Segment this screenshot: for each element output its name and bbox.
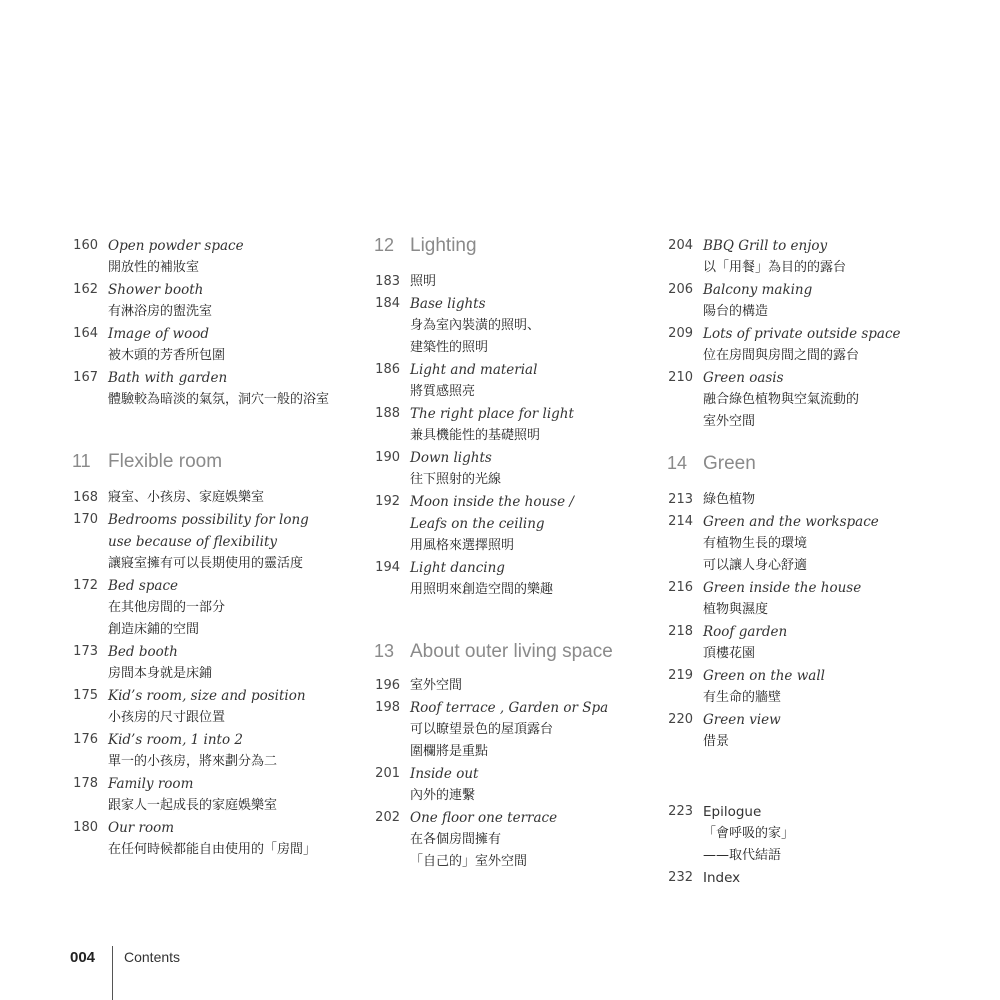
- toc-entry-title-zh: 房間本身就是床鋪: [108, 666, 213, 681]
- toc-page-number: 201: [375, 766, 400, 781]
- toc-entry-text: [693, 235, 985, 279]
- toc-entry-text: [98, 487, 360, 509]
- toc-entry-title-zh: 室外空間: [410, 678, 463, 693]
- toc-entry: [362, 697, 662, 763]
- toc-entry-title-zh: 用照明來創造空間的樂趣: [410, 582, 554, 597]
- toc-entry-title-en: Light dancing: [410, 560, 505, 576]
- toc-page-number: 213: [668, 492, 693, 507]
- toc-entry-title-en: Open powder space: [108, 238, 244, 254]
- chapter-title: Green: [703, 453, 756, 474]
- toc-entry-title-zh: 讓寢室擁有可以長期使用的靈活度: [108, 556, 304, 571]
- toc-entry-title-en: Bath with garden: [108, 370, 228, 386]
- toc-page-number: 214: [668, 514, 693, 529]
- toc-entry-title-zh: 室外空間: [703, 414, 756, 429]
- toc-entry-title-zh: 內外的連繫: [410, 788, 476, 803]
- toc-entry-title-en: The right place for light: [410, 406, 574, 422]
- toc-entry-title-en: Green oasis: [703, 370, 784, 386]
- toc-page-number: 164: [73, 326, 98, 341]
- toc-entry-text: [693, 323, 985, 367]
- toc-entry-text: [693, 867, 985, 889]
- chapter-title: Flexible room: [108, 451, 223, 472]
- toc-page-number: 170: [73, 512, 98, 527]
- toc-page-number: 204: [668, 238, 693, 253]
- chapter-heading: [362, 641, 662, 663]
- chapter-number: 12: [374, 235, 395, 255]
- toc-entry: [60, 817, 360, 861]
- toc-page-number: 167: [73, 370, 98, 385]
- toc-entry-title-zh: 陽台的構造: [703, 304, 769, 319]
- toc-entry: [362, 403, 662, 447]
- toc-page-number: 216: [668, 580, 693, 595]
- toc-entry-title-zh: 在其他房間的一部分: [108, 600, 226, 615]
- toc-entry: [60, 279, 360, 323]
- toc-entry-title-zh: 用風格來選擇照明: [410, 538, 515, 553]
- toc-entry-title-zh: 綠色植物: [703, 492, 756, 507]
- contents-column-2: [362, 235, 662, 873]
- toc-entry-title-zh: 可以瞭望景色的屋頂露台: [410, 722, 554, 737]
- toc-entry-title-en: Green and the workspace: [703, 514, 879, 530]
- toc-entry-title-en: Roof terrace , Garden or Spa: [410, 700, 609, 716]
- toc-page-number: 183: [375, 274, 400, 289]
- toc-entry-title-zh: 將質感照亮: [410, 384, 476, 399]
- toc-entry-title-en: Light and material: [410, 362, 538, 378]
- toc-entry-text: [98, 323, 360, 367]
- toc-entry-text: [98, 575, 360, 641]
- toc-page-number: 192: [375, 494, 400, 509]
- toc-entry: [362, 359, 662, 403]
- toc-entry: [60, 729, 360, 773]
- toc-entry-title-en: Inside out: [410, 766, 479, 782]
- toc-entry: [655, 235, 985, 279]
- toc-entry-title-zh: 被木頭的芳香所包圍: [108, 348, 226, 363]
- toc-entry-title-zh: 體驗較為暗淡的氣氛，洞穴一般的浴室: [108, 392, 330, 407]
- toc-page-number: 198: [375, 700, 400, 715]
- toc-entry: [60, 487, 360, 509]
- toc-entry-title-en: Epilogue: [703, 804, 762, 820]
- toc-entry: [655, 801, 985, 867]
- toc-entry-title-en-cont: Leafs on the ceiling: [410, 516, 545, 532]
- toc-entry-title-en: Index: [703, 870, 741, 886]
- toc-entry-text: [98, 279, 360, 323]
- chapter-number: 14: [667, 453, 688, 473]
- toc-entry: [362, 557, 662, 601]
- footer-divider: [112, 946, 113, 1000]
- contents-column-3: [655, 235, 985, 889]
- toc-entry-title-zh: 「自己的」室外空間: [410, 854, 528, 869]
- toc-page-number: 190: [375, 450, 400, 465]
- toc-entry: [655, 709, 985, 753]
- toc-page-number: 184: [375, 296, 400, 311]
- toc-entry-text: [98, 509, 360, 575]
- toc-entry: [362, 763, 662, 807]
- toc-entry-title-zh: 建築性的照明: [410, 340, 489, 355]
- toc-entry: [362, 447, 662, 491]
- toc-entry-text: [400, 359, 662, 403]
- toc-entry: [362, 271, 662, 293]
- toc-entry-title-en: Image of wood: [108, 326, 209, 342]
- toc-page-number: 162: [73, 282, 98, 297]
- toc-entry-title-en: Bed booth: [108, 644, 178, 660]
- toc-entry-text: [98, 773, 360, 817]
- toc-entry-title-zh: 兼具機能性的基礎照明: [410, 428, 541, 443]
- chapter-heading: [362, 235, 662, 257]
- toc-entry-text: [98, 235, 360, 279]
- toc-entry: [655, 577, 985, 621]
- toc-entry-text: [400, 491, 662, 557]
- toc-entry: [60, 773, 360, 817]
- toc-entry: [655, 867, 985, 889]
- toc-entry-title-en: Kid’s room, size and position: [108, 688, 306, 704]
- toc-page-number: 209: [668, 326, 693, 341]
- toc-entry-title-en: Kid’s room, 1 into 2: [108, 732, 243, 748]
- toc-page-number: 223: [668, 804, 693, 819]
- toc-page-number: 210: [668, 370, 693, 385]
- toc-entry: [655, 489, 985, 511]
- toc-entry: [60, 367, 360, 411]
- toc-entry-text: [400, 557, 662, 601]
- toc-entry-title-zh: 照明: [410, 274, 437, 289]
- toc-entry: [362, 491, 662, 557]
- toc-entry: [655, 279, 985, 323]
- toc-entry-title-zh: 可以讓人身心舒適: [703, 558, 808, 573]
- toc-entry-text: [693, 665, 985, 709]
- toc-entry-text: [98, 685, 360, 729]
- toc-entry-text: [400, 447, 662, 491]
- toc-page-number: 196: [375, 678, 400, 693]
- toc-entry-text: [693, 709, 985, 753]
- toc-entry-text: [693, 279, 985, 323]
- toc-entry-title-zh: 有生命的牆壁: [703, 690, 782, 705]
- toc-entry-title-zh: 在任何時候都能自由使用的「房間」: [108, 842, 317, 857]
- toc-entry: [60, 641, 360, 685]
- toc-entry-title-en: Lots of private outside space: [703, 326, 901, 342]
- toc-entry-title-en: One floor one terrace: [410, 810, 558, 826]
- toc-entry: [60, 685, 360, 729]
- toc-entry-title-en: Our room: [108, 820, 175, 836]
- toc-entry-title-en: BBQ Grill to enjoy: [703, 238, 828, 254]
- toc-entry: [362, 293, 662, 359]
- toc-entry-title-en: Family room: [108, 776, 194, 792]
- toc-entry-text: [98, 817, 360, 861]
- toc-page-number: 172: [73, 578, 98, 593]
- toc-entry: [60, 509, 360, 575]
- toc-entry-title-zh: 小孩房的尺寸跟位置: [108, 710, 226, 725]
- page-number: 004: [70, 949, 96, 966]
- toc-entry: [655, 621, 985, 665]
- toc-entry-text: [400, 675, 662, 697]
- toc-entry: [655, 367, 985, 433]
- toc-entry-title-en: Bed space: [108, 578, 179, 594]
- toc-entry-text: [400, 403, 662, 447]
- toc-entry-title-en-cont: use because of flexibility: [108, 534, 278, 550]
- toc-entry-title-zh: 創造床鋪的空間: [108, 622, 200, 637]
- toc-entry: [362, 675, 662, 697]
- toc-entry-text: [98, 641, 360, 685]
- toc-page-number: 160: [73, 238, 98, 253]
- toc-entry-text: [400, 697, 662, 763]
- toc-entry-title-zh: 寢室、小孩房、家庭娛樂室: [108, 490, 265, 505]
- toc-entry: [655, 511, 985, 577]
- toc-entry-title-zh: 頂樓花園: [703, 646, 756, 661]
- toc-page-number: 220: [668, 712, 693, 727]
- chapter-title: Lighting: [410, 235, 477, 256]
- toc-entry-text: [98, 729, 360, 773]
- toc-page-number: 232: [668, 870, 693, 885]
- toc-entry-text: [693, 489, 985, 511]
- toc-entry-title-zh: 單一的小孩房，將來劃分為二: [108, 754, 278, 769]
- toc-entry-title-en: Roof garden: [703, 624, 788, 640]
- toc-page-number: 180: [73, 820, 98, 835]
- toc-entry-text: [693, 801, 985, 867]
- toc-entry-title-zh: 融合綠色植物與空氣流動的: [703, 392, 860, 407]
- toc-entry-title-zh: 身為室內裝潢的照明、: [410, 318, 541, 333]
- toc-page-number: 206: [668, 282, 693, 297]
- chapter-heading: [655, 453, 985, 475]
- toc-entry-title-en: Base lights: [410, 296, 486, 312]
- toc-page-number: 176: [73, 732, 98, 747]
- toc-entry-title-zh: 「會呼吸的家」: [703, 826, 795, 841]
- toc-entry-title-zh: 有植物生長的環境: [703, 536, 808, 551]
- chapter-number: 11: [72, 451, 91, 471]
- toc-entry-text: [693, 367, 985, 433]
- toc-entry-title-en: Green view: [703, 712, 781, 728]
- toc-entry-title-zh: 植物與濕度: [703, 602, 769, 617]
- toc-entry: [362, 807, 662, 873]
- toc-page-number: 168: [73, 490, 98, 505]
- toc-entry-text: [400, 807, 662, 873]
- toc-entry-title-en: Bedrooms possibility for long: [108, 512, 309, 528]
- toc-entry-title-en: Moon inside the house /: [410, 494, 574, 510]
- toc-page-number: 202: [375, 810, 400, 825]
- chapter-heading: [60, 451, 360, 473]
- toc-page-number: 219: [668, 668, 693, 683]
- toc-entry-text: [98, 367, 360, 411]
- toc-entry: [60, 323, 360, 367]
- toc-entry: [60, 235, 360, 279]
- toc-page-number: 186: [375, 362, 400, 377]
- toc-entry: [655, 323, 985, 367]
- toc-entry-title-zh: 開放性的補妝室: [108, 260, 200, 275]
- toc-entry-title-zh: 以「用餐」為目的的露台: [703, 260, 847, 275]
- toc-entry-title-zh: ——取代結語: [703, 848, 782, 863]
- toc-entry-title-zh: 往下照射的光線: [410, 472, 502, 487]
- toc-entry-text: [400, 271, 662, 293]
- toc-entry-title-en: Shower booth: [108, 282, 204, 298]
- toc-entry-title-zh: 跟家人一起成長的家庭娛樂室: [108, 798, 278, 813]
- footer-label: Contents: [124, 949, 181, 965]
- toc-entry-title-en: Down lights: [410, 450, 492, 466]
- toc-entry-text: [693, 511, 985, 577]
- toc-entry-title-zh: 圍欄將是重點: [410, 744, 489, 759]
- chapter-number: 13: [374, 641, 395, 661]
- toc-entry-title-en: Green on the wall: [703, 668, 825, 684]
- contents-column-1: [60, 235, 360, 861]
- toc-entry-text: [400, 293, 662, 359]
- toc-page-number: 188: [375, 406, 400, 421]
- toc-page-number: 175: [73, 688, 98, 703]
- toc-entry-text: [400, 763, 662, 807]
- toc-page-number: 178: [73, 776, 98, 791]
- chapter-title: About outer living space: [410, 641, 613, 662]
- toc-page-number: 173: [73, 644, 98, 659]
- toc-entry: [655, 665, 985, 709]
- toc-entry-text: [693, 577, 985, 621]
- toc-entry-title-zh: 借景: [703, 734, 730, 749]
- toc-entry-title-en: Balcony making: [703, 282, 813, 298]
- toc-entry: [60, 575, 360, 641]
- toc-entry-title-en: Green inside the house: [703, 580, 862, 596]
- toc-page-number: 194: [375, 560, 400, 575]
- toc-page-number: 218: [668, 624, 693, 639]
- toc-entry-text: [693, 621, 985, 665]
- toc-entry-title-zh: 在各個房間擁有: [410, 832, 502, 847]
- toc-entry-title-zh: 有淋浴房的盥洗室: [108, 304, 213, 319]
- toc-entry-title-zh: 位在房間與房間之間的露台: [703, 348, 860, 363]
